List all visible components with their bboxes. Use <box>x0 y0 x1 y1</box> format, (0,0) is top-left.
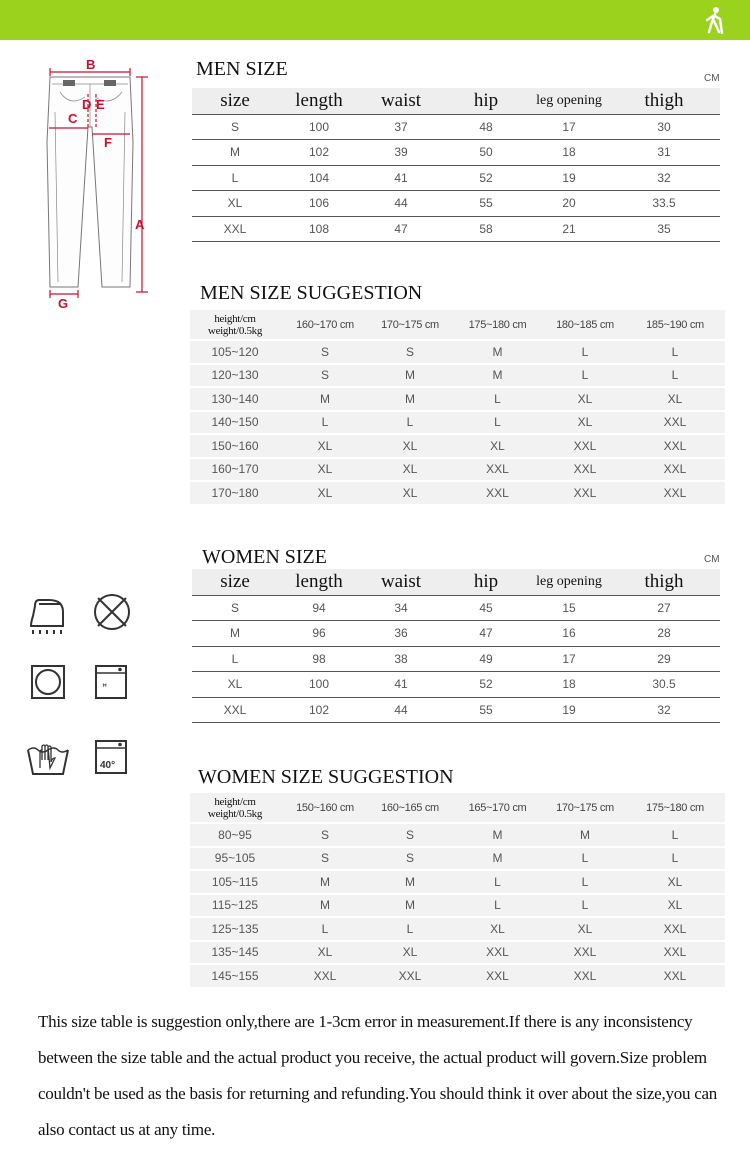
height-header: 160~170 cm <box>280 310 370 340</box>
table-row <box>190 917 725 941</box>
table-cell: 48 <box>442 114 530 140</box>
table-cell: XL <box>370 434 450 458</box>
table-cell: 27 <box>608 595 720 621</box>
women-suggestion-title: WOMEN SIZE SUGGESTION <box>198 766 454 788</box>
table-row <box>190 941 725 965</box>
table-cell: 55 <box>442 697 530 723</box>
machine-wash-label: ꟸ <box>102 682 108 692</box>
table-cell: XXL <box>625 458 725 482</box>
table-cell: 94 <box>278 595 360 621</box>
table-cell: L <box>280 411 370 435</box>
table-header-row <box>192 88 720 114</box>
table-cell: XL <box>450 917 545 941</box>
table-cell: M <box>280 894 370 918</box>
table-cell: XL <box>625 894 725 918</box>
table-cell: 34 <box>360 595 442 621</box>
table-cell: XXL <box>625 941 725 965</box>
table-cell: XXL <box>625 434 725 458</box>
table-cell: 18 <box>530 672 608 698</box>
table-cell: 55 <box>442 191 530 217</box>
diagram-label-c: C <box>68 111 78 126</box>
table-cell: XXL <box>450 964 545 988</box>
table-row <box>192 140 720 166</box>
table-cell: L <box>450 870 545 894</box>
height-header: 175~180 cm <box>625 793 725 823</box>
iron-icon <box>25 594 69 638</box>
table-cell: XXL <box>450 458 545 482</box>
table-cell: XL <box>280 481 370 505</box>
table-cell: 16 <box>530 621 608 647</box>
table-cell: M <box>370 364 450 388</box>
table-cell: S <box>370 340 450 364</box>
table-cell: 135~145 <box>190 941 280 965</box>
table-cell: 21 <box>530 216 608 242</box>
table-cell: 19 <box>530 697 608 723</box>
wash-temperature-label: 40° <box>100 760 116 771</box>
header-size: size <box>192 88 278 114</box>
women-size-unit: CM <box>704 554 720 565</box>
table-row <box>190 434 725 458</box>
table-cell: 52 <box>442 165 530 191</box>
table-cell: XL <box>280 941 370 965</box>
table-row <box>192 697 720 723</box>
table-cell: M <box>450 847 545 871</box>
table-cell: 38 <box>360 646 442 672</box>
table-cell: XXL <box>450 941 545 965</box>
table-cell: L <box>192 646 278 672</box>
header-size: size <box>192 569 278 595</box>
table-cell: 30.5 <box>608 672 720 698</box>
table-cell: 18 <box>530 140 608 166</box>
table-cell: 47 <box>360 216 442 242</box>
header-hip: hip <box>442 88 530 114</box>
table-cell: 130~140 <box>190 387 280 411</box>
table-cell: L <box>545 870 625 894</box>
table-cell: S <box>280 340 370 364</box>
table-cell: 37 <box>360 114 442 140</box>
table-cell: 33.5 <box>608 191 720 217</box>
table-cell: 120~130 <box>190 364 280 388</box>
size-disclaimer-note: This size table is suggestion only,there are 1-3cm error in measurement.If there is any inconsistency between the size table and the actual product you receive, the actual product will govern.Size problem couldn't be used as the basis for returning and refunding.You should think it over about the size,you can also contact us at any time. <box>38 1012 718 1139</box>
table-cell: XXL <box>545 434 625 458</box>
corner-height-label: height/cm <box>214 312 256 325</box>
table-cell: 100 <box>278 114 360 140</box>
table-cell: XL <box>625 387 725 411</box>
table-cell: XXL <box>625 964 725 988</box>
table-cell: 160~170 <box>190 458 280 482</box>
diagram-label-f: F <box>104 135 112 150</box>
table-cell: 102 <box>278 140 360 166</box>
height-weight-corner <box>190 793 280 823</box>
table-cell: XXL <box>545 964 625 988</box>
table-cell: S <box>280 847 370 871</box>
table-cell: 145~155 <box>190 964 280 988</box>
table-cell: XXL <box>625 481 725 505</box>
table-row <box>190 411 725 435</box>
table-cell: M <box>280 387 370 411</box>
table-cell: 41 <box>360 165 442 191</box>
table-cell: 104 <box>278 165 360 191</box>
table-cell: M <box>192 140 278 166</box>
table-cell: XXL <box>545 941 625 965</box>
corner-weight-label: weight/0.5kg <box>207 324 263 337</box>
table-cell: 44 <box>360 191 442 217</box>
table-row <box>190 870 725 894</box>
table-cell: XL <box>370 481 450 505</box>
height-header: 170~175 cm <box>370 310 450 340</box>
corner-height-label: height/cm <box>214 795 256 808</box>
header-length: length <box>278 569 360 595</box>
table-cell: L <box>625 823 725 847</box>
table-cell: S <box>192 595 278 621</box>
table-row <box>190 964 725 988</box>
top-banner <box>0 0 750 40</box>
table-cell: M <box>370 894 450 918</box>
header-leg-opening: leg opening <box>530 88 608 114</box>
table-cell: 102 <box>278 697 360 723</box>
table-cell: L <box>625 847 725 871</box>
table-cell: XXL <box>192 697 278 723</box>
table-cell: L <box>545 340 625 364</box>
table-cell: M <box>370 387 450 411</box>
table-cell: XXL <box>192 216 278 242</box>
header-length: length <box>278 88 360 114</box>
men-suggestion-title: MEN SIZE SUGGESTION <box>200 282 423 304</box>
table-row <box>192 165 720 191</box>
table-cell: 30 <box>608 114 720 140</box>
table-cell: 96 <box>278 621 360 647</box>
height-header: 165~170 cm <box>450 793 545 823</box>
wash-40-icon <box>94 739 128 775</box>
table-row <box>192 114 720 140</box>
table-cell: XXL <box>280 964 370 988</box>
header-thigh: thigh <box>608 88 720 114</box>
table-cell: L <box>625 340 725 364</box>
table-cell: 15 <box>530 595 608 621</box>
men-suggestion-table <box>190 310 725 506</box>
table-cell: L <box>625 364 725 388</box>
table-cell: L <box>450 894 545 918</box>
table-cell: XXL <box>625 917 725 941</box>
table-cell: 108 <box>278 216 360 242</box>
table-cell: L <box>450 387 545 411</box>
table-cell: 125~135 <box>190 917 280 941</box>
table-cell: S <box>370 847 450 871</box>
table-cell: 105~120 <box>190 340 280 364</box>
table-row <box>190 894 725 918</box>
table-cell: S <box>370 823 450 847</box>
women-size-title: WOMEN SIZE <box>202 546 327 568</box>
table-cell: L <box>450 411 545 435</box>
table-cell: XXL <box>625 411 725 435</box>
table-cell: L <box>192 165 278 191</box>
table-cell: M <box>450 823 545 847</box>
tumble-dry-icon <box>30 664 66 700</box>
table-cell: 29 <box>608 646 720 672</box>
table-cell: M <box>280 870 370 894</box>
corner-weight-label: weight/0.5kg <box>207 807 263 820</box>
table-row <box>192 646 720 672</box>
table-cell: 31 <box>608 140 720 166</box>
table-cell: M <box>450 340 545 364</box>
table-cell: 39 <box>360 140 442 166</box>
table-cell: L <box>545 847 625 871</box>
table-row <box>192 672 720 698</box>
hiker-logo-icon <box>704 6 726 34</box>
table-cell: XL <box>625 870 725 894</box>
table-cell: 95~105 <box>190 847 280 871</box>
table-cell: 150~160 <box>190 434 280 458</box>
table-cell: L <box>370 411 450 435</box>
table-cell: S <box>280 364 370 388</box>
men-size-title: MEN SIZE <box>196 58 288 80</box>
table-cell: XL <box>280 458 370 482</box>
table-cell: 49 <box>442 646 530 672</box>
table-cell: L <box>280 917 370 941</box>
table-cell: XXL <box>370 964 450 988</box>
height-header: 180~185 cm <box>545 310 625 340</box>
table-header-row <box>190 793 725 823</box>
height-weight-corner <box>190 310 280 340</box>
table-cell: 44 <box>360 697 442 723</box>
table-cell: XL <box>192 191 278 217</box>
table-cell: L <box>545 364 625 388</box>
table-cell: M <box>192 621 278 647</box>
table-cell: 47 <box>442 621 530 647</box>
table-cell: XL <box>450 434 545 458</box>
table-header-row <box>190 310 725 340</box>
table-row <box>190 340 725 364</box>
table-row <box>190 458 725 482</box>
table-cell: XL <box>370 941 450 965</box>
table-row <box>190 387 725 411</box>
diagram-label-b: B <box>86 57 96 72</box>
hand-wash-icon <box>26 738 70 778</box>
table-cell: M <box>545 823 625 847</box>
height-header: 150~160 cm <box>280 793 370 823</box>
table-cell: XXL <box>450 481 545 505</box>
table-cell: XL <box>192 672 278 698</box>
table-cell: 80~95 <box>190 823 280 847</box>
do-not-bleach-icon <box>92 592 132 632</box>
table-cell: L <box>370 917 450 941</box>
women-suggestion-table <box>190 793 725 989</box>
men-size-unit: CM <box>704 73 720 84</box>
table-row <box>190 481 725 505</box>
header-thigh: thigh <box>608 569 720 595</box>
table-cell: 115~125 <box>190 894 280 918</box>
women-size-table <box>192 569 720 723</box>
diagram-label-g: G <box>58 296 69 311</box>
table-cell: 170~180 <box>190 481 280 505</box>
table-cell: 17 <box>530 646 608 672</box>
height-header: 170~175 cm <box>545 793 625 823</box>
machine-wash-icon <box>94 664 128 700</box>
table-cell: L <box>545 894 625 918</box>
header-waist: waist <box>360 88 442 114</box>
table-cell: 32 <box>608 165 720 191</box>
table-cell: 58 <box>442 216 530 242</box>
height-header: 175~180 cm <box>450 310 545 340</box>
table-row <box>192 191 720 217</box>
table-cell: M <box>370 870 450 894</box>
table-row <box>190 364 725 388</box>
table-cell: XL <box>545 387 625 411</box>
table-cell: 100 <box>278 672 360 698</box>
table-row <box>190 847 725 871</box>
header-leg-opening: leg opening <box>530 569 608 595</box>
table-row <box>192 621 720 647</box>
table-cell: 106 <box>278 191 360 217</box>
table-cell: M <box>450 364 545 388</box>
men-size-table <box>192 88 720 242</box>
table-cell: S <box>280 823 370 847</box>
diagram-label-d: D <box>82 97 92 112</box>
table-cell: 52 <box>442 672 530 698</box>
table-header-row <box>192 569 720 595</box>
table-cell: 20 <box>530 191 608 217</box>
table-cell: XL <box>370 458 450 482</box>
height-header: 160~165 cm <box>370 793 450 823</box>
table-cell: 105~115 <box>190 870 280 894</box>
header-waist: waist <box>360 569 442 595</box>
table-cell: 36 <box>360 621 442 647</box>
table-row <box>192 595 720 621</box>
table-cell: XL <box>280 434 370 458</box>
table-cell: 28 <box>608 621 720 647</box>
table-cell: 41 <box>360 672 442 698</box>
table-cell: XXL <box>545 458 625 482</box>
table-cell: 35 <box>608 216 720 242</box>
table-cell: 98 <box>278 646 360 672</box>
height-header: 185~190 cm <box>625 310 725 340</box>
table-cell: XXL <box>545 481 625 505</box>
table-cell: 32 <box>608 697 720 723</box>
diagram-label-a: A <box>135 217 145 232</box>
table-cell: S <box>192 114 278 140</box>
table-cell: 19 <box>530 165 608 191</box>
pants-measurement-diagram <box>30 52 155 312</box>
table-cell: XL <box>545 917 625 941</box>
table-cell: 45 <box>442 595 530 621</box>
diagram-label-e: E <box>96 97 105 112</box>
table-row <box>190 823 725 847</box>
table-cell: XL <box>545 411 625 435</box>
table-cell: 50 <box>442 140 530 166</box>
table-cell: 17 <box>530 114 608 140</box>
table-cell: 140~150 <box>190 411 280 435</box>
header-hip: hip <box>442 569 530 595</box>
table-row <box>192 216 720 242</box>
